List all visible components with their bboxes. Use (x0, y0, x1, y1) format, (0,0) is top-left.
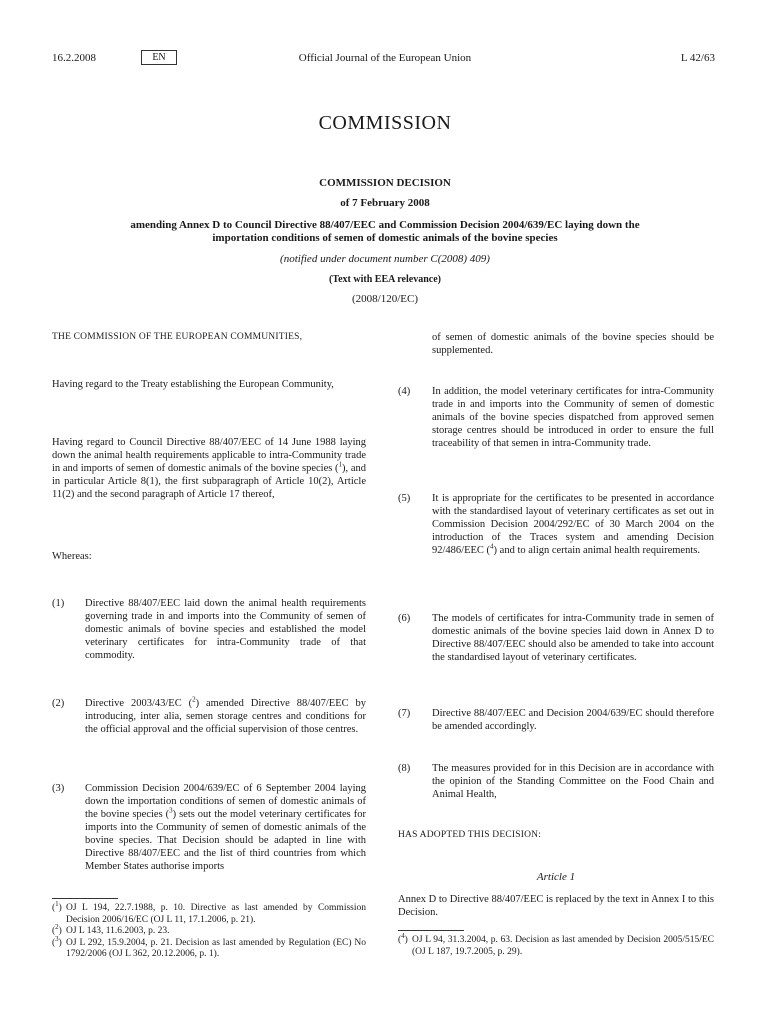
recital-3 (52, 782, 366, 873)
decision-subject: amending Annex D to Council Directive 88/407/EEC and Commission Decision 2004/639/EC laying down the importation conditions of semen of domestic animals of the bovine species (130, 219, 640, 244)
footnotes-right (398, 931, 714, 958)
whereas-label: Whereas: (52, 551, 92, 562)
recital-3-continuation: of semen of domestic animals of the bovine species should be supplemented. (432, 332, 714, 356)
footnote-divider (398, 930, 464, 931)
footnote-1: ($^1$) OJ L 194, 22.7.1988, p. 10. Directive as last amended by Commission Decision 2006/16/EC (OJ L 11, 17.1.2006, p. 21). (52, 899, 366, 925)
recital-4 (398, 385, 714, 450)
journal-title: Official Journal of the European Union (298, 52, 472, 64)
recital-text: In addition, the model veterinary certificates for intra-Community trade in and imports into the Community of semen of domestic animals of the bovine species dispatched from approved semen storage centres should be introduced in order to ensure the full traceability of that semen in intra-Community trade. (432, 386, 714, 449)
recital-text: Commission Decision 2004/639/EC of 6 September 2004 laying down the importation conditions of semen of domestic animals of the bovine species ($^3$) sets out the model veterinary certificates for imports into the Community of semen of domestic animals of the bovine species. That Decision should be adapted in line with Directive 88/407/EEC and the list of third countries from which Member States authorise imports (85, 783, 366, 872)
recital-2 (52, 697, 366, 736)
recital-6 (398, 612, 714, 664)
recital-text: Directive 88/407/EEC and Decision 2004/639/EC should therefore be amended accordingly. (432, 708, 714, 732)
recital-number: (4) (398, 386, 411, 397)
page-reference: L 42/63 (680, 52, 715, 64)
adopted-statement: HAS ADOPTED THIS DECISION: (398, 830, 542, 840)
recital-text: It is appropriate for the certificates to be presented in accordance with the standardised layout of veterinary certificates as set out in Commission Decision 2004/292/EC of 30 March 2004 on the introduction of the Traces system and amending Decision 92/486/EEC ($^4$) and to align certain animal health requirements. (432, 493, 714, 556)
preamble-directive: Having regard to Council Directive 88/407/EEC of 14 June 1988 laying down the animal health requirements applicable to intra-Community trade in and imports of semen of domestic animals of the bovine species ($^1$), and in particular Article 8(1), the first subparagraph of Article 10(2), Article 11(2) and the second paragraph of Article 17 thereof, (52, 437, 366, 500)
organization-heading: COMMISSION (318, 112, 452, 134)
recital-text: The models of certificates for intra-Community trade in semen of domestic animals of the bovine species laid down in Annex D to Directive 88/407/EEC should also be amended to take into account the standardised layout of veterinary certificates. (432, 613, 714, 663)
footnote-ref[interactable]: 2 (192, 695, 196, 704)
recital-number: (1) (52, 598, 65, 609)
language-badge: EN (141, 50, 177, 65)
decision-date: of 7 February 2008 (340, 197, 430, 209)
header-date: 16.2.2008 (52, 52, 96, 64)
recital-number: (3) (52, 783, 65, 794)
recital-number: (2) (52, 698, 65, 709)
footnote-4: ($^4$) OJ L 94, 31.3.2004, p. 63. Decision as last amended by Decision 2005/515/EC (OJ L 187, 19.7.2005, p. 29). (398, 931, 714, 957)
recital-1 (52, 597, 366, 662)
footnote-2: ($^2$) OJ L 143, 11.6.2003, p. 23. (52, 922, 170, 936)
recital-text: Directive 2003/43/EC ($^2$) amended Directive 88/407/EEC by introducing, inter alia, semen storage centres and conditions for the official approval and the official supervision of those centres. (85, 695, 367, 735)
recital-number: (7) (398, 708, 411, 719)
recital-text: Directive 88/407/EEC laid down the animal health requirements governing trade in and imports into the Community of semen of domestic animals of bovine species and established the model veterinary certificates for intra-Community trade of that commodity. (85, 598, 366, 661)
article-heading: Article 1 (536, 871, 576, 883)
recital-number: (8) (398, 763, 411, 774)
preamble-commission: THE COMMISSION OF THE EUROPEAN COMMUNITIES, (52, 332, 303, 342)
preamble-treaty: Having regard to the Treaty establishing the European Community, (52, 379, 334, 390)
recital-number: (5) (398, 493, 411, 504)
article-text: Annex D to Directive 88/407/EEC is replaced by the text in Annex I to this Decision. (398, 894, 714, 918)
recital-7 (398, 707, 714, 733)
recital-8 (398, 762, 714, 801)
eea-relevance: (Text with EEA relevance) (329, 274, 441, 285)
decision-title: COMMISSION DECISION (319, 177, 451, 189)
footnote-ref[interactable]: 3 (169, 806, 173, 815)
decision-reference: (2008/120/EC) (352, 293, 418, 305)
recital-text: The measures provided for in this Decision are in accordance with the opinion of the Standing Committee on the Food Chain and Animal Health, (432, 763, 714, 800)
recital-5 (398, 492, 714, 557)
footnote-3: ($^3$) OJ L 292, 15.9.2004, p. 21. Decision as last amended by Regulation (EC) No 1792/2006 (OJ L 362, 20.12.2006, p. 1). (52, 934, 366, 959)
footnote-ref[interactable]: 1 (338, 460, 343, 469)
notified-reference: (notified under document number C(2008) 409) (280, 253, 490, 265)
footnote-divider (52, 898, 118, 899)
footnote-ref[interactable]: 4 (490, 542, 494, 551)
footnotes-left (52, 899, 366, 961)
recital-number: (6) (398, 613, 411, 624)
